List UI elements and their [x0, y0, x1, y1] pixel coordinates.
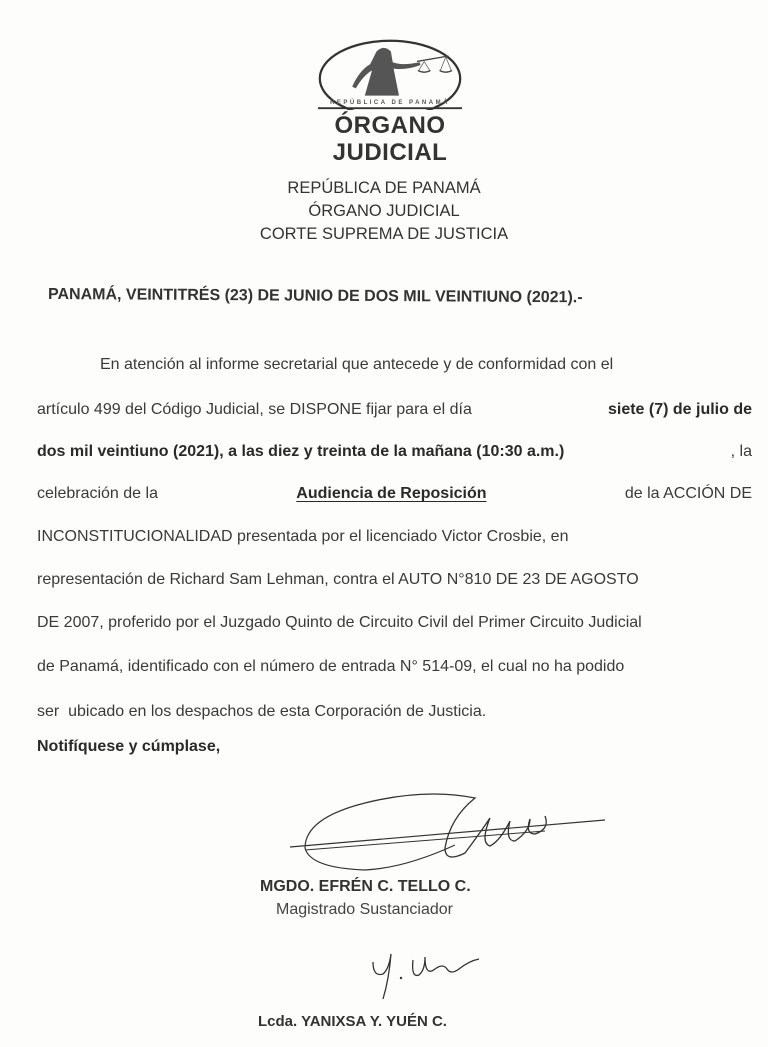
hearing-time-bold: dos mil veintiuno (2021), a las diez y treinta de la mañana (10:30 a.m.) — [37, 443, 565, 460]
body-text: representación de Richard Sam Lehman, contra el AUTO N°810 DE 23 DE AGOSTO — [37, 571, 639, 588]
logo-line-2: JUDICIAL — [332, 139, 448, 166]
logo-line-1: ÓRGANO — [334, 112, 446, 139]
signatory-2-name: Lcda. YANIXSA Y. YUÉN C. — [258, 1013, 447, 1030]
body-text: ser ubicado en los despachos de esta Corporación de Justicia. — [37, 703, 487, 720]
body-line-8 — [37, 657, 752, 677]
closing-text: Notifíquese y cúmplase, — [37, 738, 221, 755]
body-text: En atención al informe secretarial que antecede y de conformidad con el — [100, 356, 614, 373]
hearing-type-underlined: Audiencia de Reposición — [296, 485, 487, 502]
body-text: celebración de la — [37, 485, 158, 502]
body-line-6 — [37, 570, 752, 590]
header-organo-judicial: ÓRGANO JUDICIAL — [308, 202, 460, 220]
signatory-1-name: MGDO. EFRÉN C. TELLO C. — [260, 878, 471, 895]
logo-organo-judicial-text — [305, 112, 475, 166]
body-line-4 — [37, 484, 752, 504]
body-line-7 — [37, 613, 752, 633]
body-text: de la ACCIÓN DE — [624, 485, 752, 502]
yuen-signature — [365, 950, 505, 1008]
body-line-2 — [37, 400, 752, 420]
header-corte-suprema: CORTE SUPREMA DE JUSTICIA — [259, 225, 509, 243]
body-text: , la — [730, 443, 752, 460]
body-line-5 — [37, 527, 752, 547]
tello-signature — [285, 785, 615, 875]
logo-republica-text: REPÚBLICA DE PANAMÁ — [330, 100, 450, 106]
hearing-date-bold: siete (7) de julio de — [607, 401, 752, 418]
body-line-3 — [37, 442, 752, 462]
organo-judicial-logo — [305, 38, 475, 168]
signatory-1-title: Magistrado Sustanciador — [276, 901, 453, 918]
header-republica: REPÚBLICA DE PANAMÁ — [287, 179, 481, 197]
body-line-1 — [100, 355, 752, 375]
document-date: PANAMÁ, VEINTITRÉS (23) DE JUNIO DE DOS MIL VEINTIUNO (2021).- — [47, 286, 583, 307]
body-text: de Panamá, identificado con el número de entrada N° 514-09, el cual no ha podido — [37, 658, 625, 675]
body-text: DE 2007, proferido por el Juzgado Quinto de Circuito Civil del Primer Circuito Judicial — [37, 614, 642, 631]
body-line-9 — [37, 702, 752, 722]
body-text: INCONSTITUCIONALIDAD presentada por el licenciado Victor Crosbie, en — [37, 528, 569, 545]
body-text: artículo 499 del Código Judicial, se DISPONE fijar para el día — [37, 401, 472, 418]
